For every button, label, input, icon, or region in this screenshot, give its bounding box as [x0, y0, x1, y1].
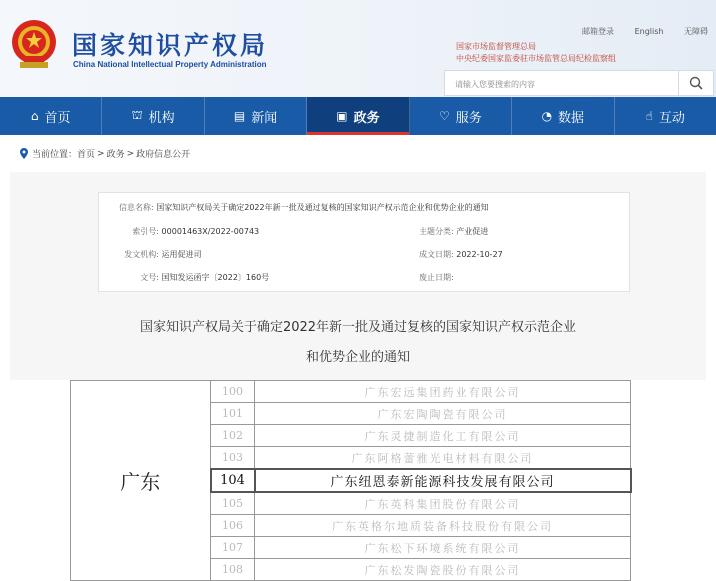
date-row: 成文日期: 2022-10-27	[419, 250, 503, 259]
row-number: 107	[211, 537, 255, 559]
company-name: 广东松下环境系统有限公司	[255, 537, 631, 559]
nav-institution[interactable]	[102, 97, 204, 135]
article-title-line2: 和优势企业的通知	[305, 350, 410, 365]
chart-icon: ◔	[541, 109, 553, 123]
row-number: 105	[211, 492, 255, 515]
service-icon: ♡	[439, 109, 450, 123]
row-number: 102	[211, 425, 255, 447]
breadcrumb-government-affairs[interactable]: 政务	[106, 150, 125, 160]
home-icon: ⌂	[30, 109, 39, 123]
company-name: 广东纽恩泰新能源科技发展有限公司	[255, 469, 631, 492]
nav-label: 互动	[658, 110, 685, 126]
search-button[interactable]	[678, 71, 713, 95]
location-pin-icon	[20, 148, 28, 159]
company-name: 广东灵捷制造化工有限公司	[255, 425, 631, 447]
nav-data[interactable]	[512, 97, 614, 135]
news-icon: ▤	[233, 109, 246, 123]
article-title-line1: 国家知识产权局关于确定2022年新一批及通过复核的国家知识产权示范企业	[139, 320, 577, 335]
company-name: 广东宏陶陶瓷有限公司	[255, 403, 631, 425]
top-links	[564, 26, 708, 37]
row-number: 103	[211, 447, 255, 470]
row-number: 100	[211, 381, 255, 403]
row-number: 106	[211, 515, 255, 537]
nav-interaction[interactable]	[615, 97, 716, 135]
national-emblem-icon	[10, 18, 58, 72]
index-row: 索引号: 00001463X/2022-00743	[132, 227, 260, 236]
breadcrumb-separator: >	[97, 148, 105, 159]
hand-icon: ☝	[645, 109, 653, 123]
institution-icon: ⛫	[131, 108, 143, 122]
site-logo-title[interactable]: 国家知识产权局	[72, 31, 269, 60]
discipline-inspection-link[interactable]: 中央纪委国家监委驻市场监管总局纪检监察组	[456, 54, 616, 63]
company-name: 广东宏远集团药业有限公司	[255, 381, 631, 403]
nav-government-affairs[interactable]	[307, 97, 409, 135]
docno-row: 文号: 国知发运函字〔2022〕160号	[140, 273, 270, 282]
nav-news[interactable]	[205, 97, 307, 135]
enterprise-table	[70, 380, 632, 581]
expire-row: 废止日期:	[419, 273, 454, 282]
breadcrumb-prefix: 当前位置：	[32, 150, 78, 160]
info-name-row: 信息名称: 国家知识产权局关于确定2022年新一批及通过复核的国家知识产权示范企业和优势企业的通知	[119, 203, 489, 212]
company-name: 广东英科集团股份有限公司	[255, 492, 631, 515]
document-metadata-box	[98, 192, 630, 292]
region-cell: 广东	[71, 381, 211, 581]
category-row: 主题分类: 产业促进	[419, 227, 489, 236]
breadcrumb-separator: >	[126, 148, 135, 159]
company-name: 广东松发陶瓷股份有限公司	[255, 559, 631, 581]
document-icon: ▣	[336, 109, 348, 123]
nav-label: 政务	[353, 110, 380, 126]
search-input[interactable]	[453, 75, 677, 93]
company-name: 广东英格尔地质装备科技股份有限公司	[255, 515, 631, 537]
breadcrumb	[20, 147, 190, 160]
table-row	[71, 381, 631, 403]
breadcrumb-info-disclosure[interactable]: 政府信息公开	[136, 150, 191, 160]
row-number: 104	[211, 469, 255, 492]
nav-home[interactable]	[0, 97, 102, 135]
nav-label: 服务	[455, 110, 482, 126]
nav-label: 首页	[44, 110, 71, 126]
main-nav	[0, 97, 716, 135]
company-name: 广东阿格蕾雅光电材料有限公司	[255, 447, 631, 470]
search-icon	[689, 76, 703, 90]
english-link[interactable]: English	[634, 27, 664, 36]
mail-login-link[interactable]: 邮箱登录	[582, 27, 615, 36]
site-header	[0, 0, 716, 97]
nav-label: 数据	[558, 110, 585, 126]
nav-label: 机构	[148, 110, 175, 126]
search-box	[444, 70, 714, 96]
enterprise-list-image	[70, 380, 630, 576]
issuer-row: 发文机构: 运用促进司	[124, 250, 202, 259]
nav-label: 新闻	[251, 110, 278, 126]
accessibility-link[interactable]: 无障碍	[684, 27, 708, 36]
site-logo-subtitle: China National Intellectual Property Administration	[73, 60, 267, 69]
row-number: 108	[211, 559, 255, 581]
nav-service[interactable]	[410, 97, 512, 135]
breadcrumb-home[interactable]: 首页	[77, 150, 96, 160]
samr-link[interactable]: 国家市场监督管理总局	[456, 42, 536, 51]
row-number: 101	[211, 403, 255, 425]
